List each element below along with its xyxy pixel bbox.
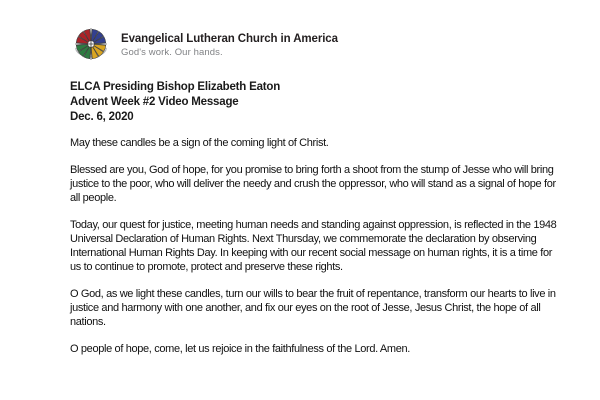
elca-letterhead xyxy=(70,25,562,63)
org-tagline: God's work. Our hands. xyxy=(121,47,223,58)
document-header xyxy=(70,80,562,125)
paragraph-5: O people of hope, come, let us rejoice in the faithfulness of the Lord. Amen. xyxy=(70,343,410,355)
doc-author-line: ELCA Presiding Bishop Elizabeth Eaton xyxy=(70,81,281,93)
doc-date-line: Dec. 6, 2020 xyxy=(70,111,134,123)
paragraph-3: Today, our quest for justice, meeting human needs and standing against oppression, is reflected in the 1948 Universal Declaration of Human Rights. Next Thursday, we commemorate the declaration by observing International Human Rights Day. In keeping with our recent social message on human rights, it is a time for us to continue to promote, protect and preserve these rights. xyxy=(70,219,557,273)
paragraph-2: Blessed are you, God of hope, for you promise to bring forth a shoot from the stump of Jesse who will bring justice to the poor, who will deliver the needy and crush the oppressor, who will stand as a signal of hope for all people. xyxy=(70,164,556,204)
paragraph-1: May these candles be a sign of the coming light of Christ. xyxy=(70,137,329,149)
doc-title-line: Advent Week #2 Video Message xyxy=(70,96,239,108)
elca-cross-globe-icon xyxy=(70,25,112,63)
paragraph-4: O God, as we light these candles, turn our wills to bear the fruit of repentance, transform our hearts to live in justice and harmony with one another, and fix our eyes on the root of Jesse, Jesus Christ, the hope of all nations. xyxy=(70,288,556,328)
org-name: Evangelical Lutheran Church in America xyxy=(121,33,338,45)
document-body xyxy=(70,136,562,356)
logo-text-block xyxy=(121,25,338,58)
logo-cross xyxy=(75,28,107,60)
